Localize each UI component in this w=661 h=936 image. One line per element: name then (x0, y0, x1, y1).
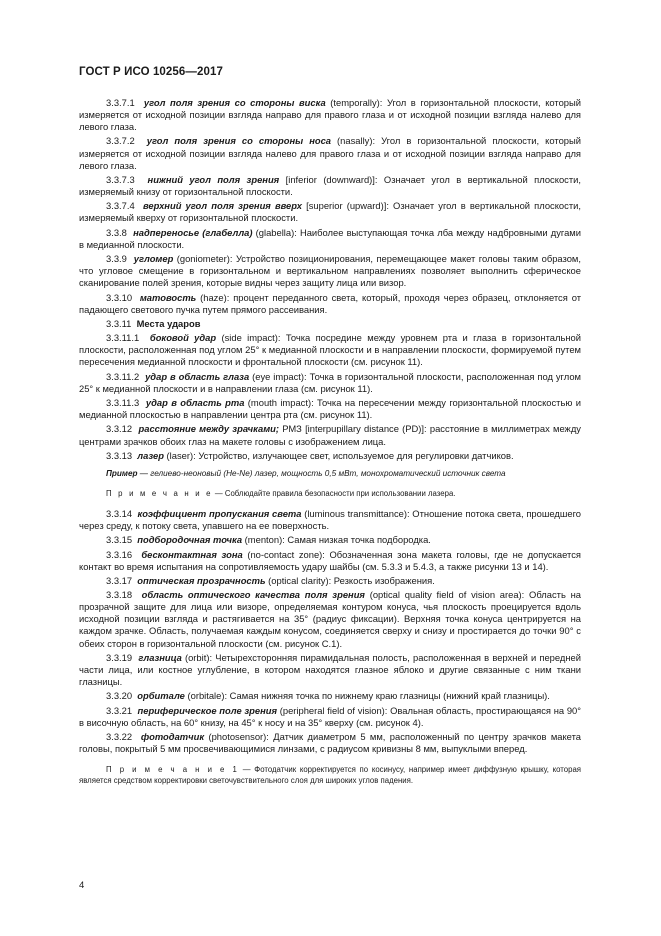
clause-term: орбитале (137, 690, 185, 702)
clause-definition: (orbitale): Самая нижняя точка по нижнему краю глазницы (нижний край глазницы). (184, 690, 550, 702)
clause-term: оптическая прозрачность (137, 574, 266, 586)
clause-definition: (mouth impact): Точка на пересечении между горизонтальной плоскостью и медианной плоскостью в направлении центра рта (см. рисунок 11). (79, 397, 581, 421)
clause-term: область оптического качества поля зрения (141, 589, 365, 601)
clause-term: коэффициент пропускания света (137, 507, 302, 519)
definition-paragraph (79, 652, 581, 688)
clause-number: 3.3.7.4 (106, 200, 135, 212)
clause-definition: (orbit): Четырехсторонняя пирамидальная полость, расположенная в верхней и передней части лица, или костное углубление, в котором находятся глазное яблоко и другие связанные с ним ткани глазницы. (79, 651, 582, 688)
clause-term: глазница (138, 651, 182, 663)
clause-number: 3.3.11.3 (106, 397, 140, 409)
clause-number: 3.3.14 (106, 507, 133, 519)
clause-term: матовость (139, 291, 197, 303)
definition-paragraph (79, 690, 581, 702)
definitions-list-2 (79, 508, 581, 755)
clause-definition: (photosensor): Датчик диаметром 5 мм, расположенный по центру зрачков макета головы, покрытый 5 мм просвечивающимися линзами, с радиусом кривизны 8 мм, выпуклыми вперед. (79, 730, 581, 755)
note-text: — Соблюдайте правила безопасности при использовании лазера. (212, 488, 456, 498)
clause-definition: РМЗ [interpupillary distance (PD)]: расстояние в миллиметрах между центрами зрачков обоих глаз на макете головы с изображением лица. (79, 423, 581, 447)
clause-definition: (glabella): Наиболее выступающая точка лба между надбровными дугами в медианной плоскости. (79, 226, 581, 250)
note-paragraph-2 (79, 764, 581, 786)
clause-number: 3.3.15 (106, 534, 133, 546)
clause-definition: (side impact): Точка посредине между уровнем рта и глаза в горизонтальной плоскости, расположенная под углом 25° к медианной плоскости и в направлении плоскости, формируемой путем пересечения медианной плоскости и фронтальной плоскости (см. рисунок 11). (79, 332, 581, 368)
clause-definition: (temporally): Угол в горизонтальной плоскости, который измеряется от исходной позиции взгляда направо для правого глаза и от исходной позиции взгляда налево для левого глаза. (79, 97, 581, 133)
clause-term: удар в область рта (145, 397, 245, 409)
clause-definition: (optical clarity): Резкость изображения. (265, 574, 435, 586)
clause-definition: (menton): Самая низкая точка подбородка. (242, 534, 431, 546)
clause-definition: [inferior (downward)]: Означает угол в вертикальной плоскости, измеряемый книзу от горизонтальной плоскости. (79, 173, 581, 198)
definition-paragraph (79, 292, 581, 316)
clause-term: Места ударов (136, 317, 201, 329)
clause-number: 3.3.21 (106, 704, 133, 716)
clause-term: нижний угол поля зрения (147, 173, 280, 185)
note-label: П р и м е ч а н и е (106, 488, 213, 498)
clause-definition: (goniometer): Устройство позиционирования, перемещающее макет головы таким образом, что угловое смещение в горизонтальном и вертикальном направлениях позволяет выполнить сферическое сканирование полей зрения, которые видны через защиту лица или визор. (79, 253, 581, 289)
page-number: 4 (79, 880, 85, 891)
clause-term: подбородочная точка (137, 534, 243, 546)
clause-definition: (eye impact): Точка в горизонтальной плоскости, расположенная под углом 25° к медианной плоскости и в направлении глаза (см. рисунок 11). (79, 370, 581, 394)
document-header: ГОСТ Р ИСО 10256—2017 (79, 66, 224, 78)
definition-paragraph (79, 705, 581, 729)
clause-definition: (no-contact zone): Обозначенная зона макета головы, где не допускается контакт во время испытания на сопротивляемость удару шайбы (см. 5.3.3 и 5.4.3, а также рисунки 13 и 14). (79, 548, 581, 572)
clause-definition: (luminous transmittance): Отношение потока света, прошедшего через среду, к потоку света, упавшего на ее поверхность. (79, 507, 581, 531)
clause-number: 3.3.7.3 (106, 173, 135, 185)
clause-definition: (peripheral field of vision): Овальная область, простирающаяся на 90° в височную область, на 60° книзу, на 45° к носу и на 35° кверху (см. рисунок 4). (79, 704, 581, 728)
clause-number: 3.3.13 (106, 449, 133, 461)
document-body (79, 97, 581, 786)
clause-term: угол поля зрения со стороны носа (146, 135, 332, 147)
clause-term: фотодатчик (140, 730, 205, 742)
clause-term: угол поля зрения со стороны виска (143, 97, 326, 108)
definition-paragraph (79, 589, 581, 649)
clause-term: бесконтактная зона (141, 548, 243, 560)
clause-number: 3.3.19 (106, 651, 133, 663)
definition-paragraph (79, 534, 581, 546)
definition-paragraph (79, 135, 581, 171)
clause-term: удар в область глаза (145, 370, 250, 382)
clause-number: 3.3.22 (106, 730, 133, 742)
definition-paragraph (79, 371, 581, 395)
definition-paragraph (79, 575, 581, 587)
clause-number: 3.3.11 (106, 317, 132, 329)
clause-number: 3.3.7.1 (106, 97, 135, 108)
clause-term: лазер (137, 449, 164, 461)
clause-term: расстояние между зрачками; (138, 423, 280, 435)
definition-paragraph (79, 731, 581, 755)
definition-paragraph (79, 318, 581, 330)
clause-definition: (haze): процент переданного света, который, проходя через образец, отклоняется от падающего светового пучка путем прямого рассеивания. (79, 291, 582, 315)
definition-paragraph (79, 450, 581, 462)
clause-term: боковой удар (149, 332, 217, 344)
clause-number: 3.3.20 (106, 690, 133, 702)
example-label: Пример (106, 468, 138, 478)
clause-number: 3.3.11.2 (106, 370, 140, 382)
definition-paragraph (79, 97, 581, 133)
note-text-2: — Фотодатчик корректируется по косинусу, например имеет диффузную крышку, которая является средством корректировки светочувствительного слоя для широких углов падения. (79, 765, 581, 786)
note-paragraph (79, 488, 581, 499)
clause-number: 3.3.17 (106, 574, 133, 586)
definition-paragraph (79, 549, 581, 573)
definition-paragraph (79, 174, 581, 198)
example-text: — гелиево-неоновый (He-Ne) лазер, мощность 0,5 мВт, монохроматический источник света (137, 468, 506, 478)
clause-number: 3.3.16 (106, 548, 133, 560)
clause-number: 3.3.10 (106, 291, 133, 303)
definition-paragraph (79, 227, 581, 251)
clause-definition: (nasally): Угол в горизонтальной плоскости, который измеряется от исходной позиции взгляда налево для правого глаза и от исходной позиции взгляда направо для левого глаза. (79, 135, 581, 171)
definition-paragraph (79, 397, 581, 421)
clause-number: 3.3.12 (106, 423, 133, 435)
clause-number: 3.3.18 (106, 589, 133, 601)
definition-paragraph (79, 253, 581, 289)
clause-term: надпереносье (глабелла) (133, 226, 253, 238)
definition-paragraph (79, 423, 581, 447)
definition-paragraph (79, 200, 581, 224)
definition-paragraph (79, 332, 581, 368)
clause-definition: [superior (upward)]: Означает угол в вертикальной плоскости, измеряемый кверху от горизонтальной плоскости. (79, 200, 581, 224)
clause-number: 3.3.8 (106, 226, 127, 238)
clause-definition: (optical quality field of vision area): Область на прозрачной защите для лица или визоре, определяемая контуром конуса, чья плоскость проецируется вдоль исходной позиции взгляда и растягивается на 35° (радиус фиксации). Верхняя точка конуса центрируется на каждом зрачке. Область, получаемая каждым конусом, соединяется сверху и снизу и простирается до точки 90° с обеих сторон в горизонтальной плоскости (см. рисунок С.1). (79, 589, 581, 649)
clause-number: 3.3.11.1 (106, 332, 140, 344)
clause-term: угломер (133, 253, 174, 265)
clause-number: 3.3.7.2 (106, 135, 135, 147)
clause-number: 3.3.9 (106, 253, 127, 265)
definitions-list-1 (79, 97, 581, 462)
note-label-2: П р и м е ч а н и е 1 (106, 765, 240, 775)
example-paragraph (79, 468, 581, 479)
clause-term: верхний угол поля зрения вверх (142, 200, 302, 212)
clause-definition: (laser): Устройство, излучающее свет, используемое для регулировки датчиков. (163, 449, 514, 461)
definition-paragraph (79, 508, 581, 532)
clause-term: периферическое поле зрения (137, 704, 278, 716)
